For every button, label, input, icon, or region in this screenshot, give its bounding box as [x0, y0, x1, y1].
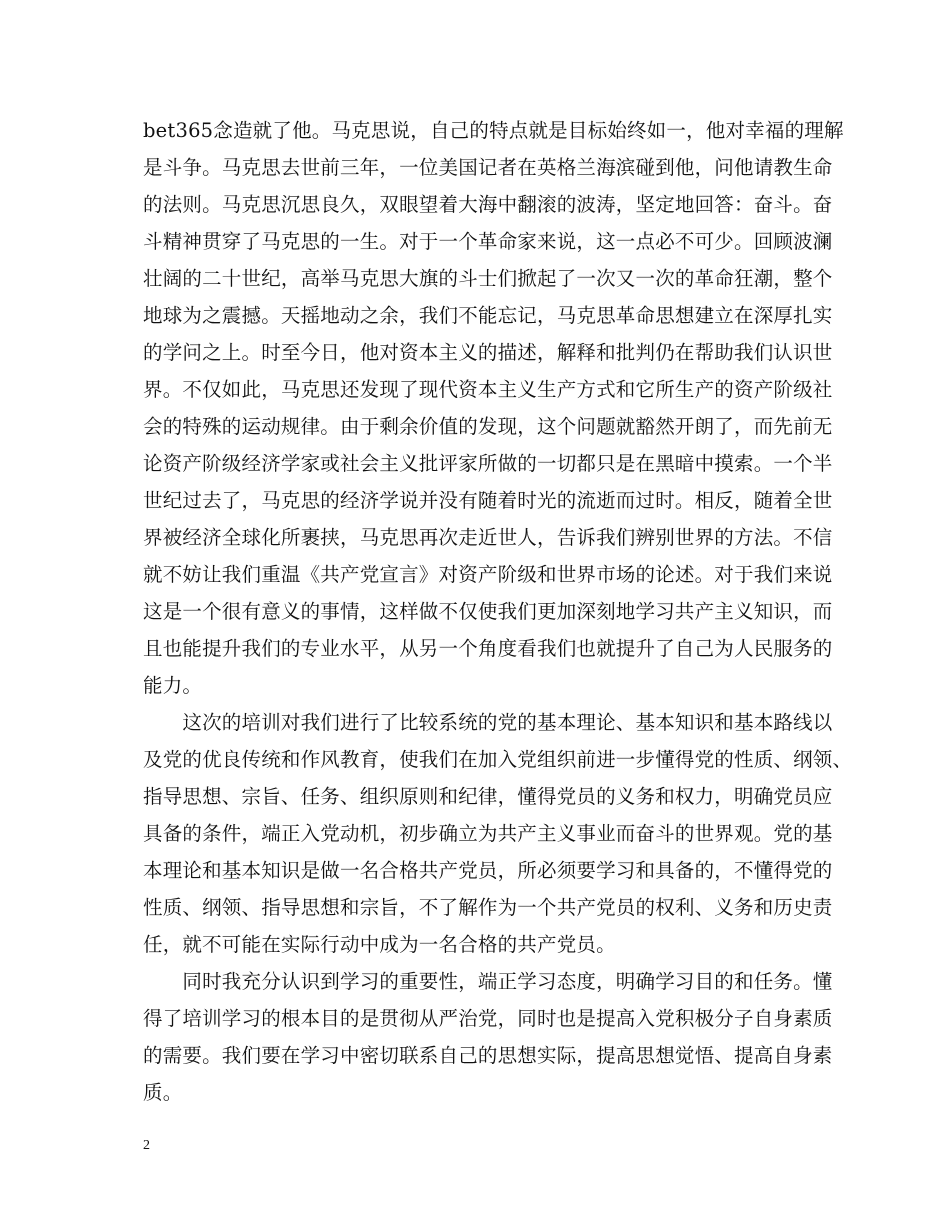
page-number: 2	[143, 1138, 150, 1153]
text-line: 的需要。我们要在学习中密切联系自己的思想实际，提高思想觉悟、提高自身素	[143, 1044, 833, 1067]
text-line: 论资产阶级经济学家或社会主义批评家所做的一切都只是在黑暗中摸索。一个半	[143, 452, 833, 475]
text-line: 地球为之震撼。天摇地动之余，我们不能忘记，马克思革命思想建立在深厚扎实	[143, 304, 833, 327]
text-line: bet365念造就了他。马克思说，自己的特点就是目标始终如一，他对幸福的理解	[143, 119, 844, 142]
text-line: 的学问之上。时至今日，他对资本主义的描述，解释和批判仍在帮助我们认识世	[143, 341, 833, 364]
text-line: 这次的培训对我们进行了比较系统的党的基本理论、基本知识和基本路线以	[143, 711, 833, 734]
text-line: 界。不仅如此，马克思还发现了现代资本主义生产方式和它所生产的资产阶级社	[143, 378, 833, 401]
text-line: 本理论和基本知识是做一名合格共产党员，所必须要学习和具备的，不懂得党的	[143, 859, 833, 882]
text-line: 质。	[143, 1081, 183, 1104]
text-line: 任，就不可能在实际行动中成为一名合格的共产党员。	[143, 933, 616, 956]
text-line: 壮阔的二十世纪，高举马克思大旗的斗士们掀起了一次又一次的革命狂潮，整个	[143, 267, 833, 290]
text-line: 且也能提升我们的专业水平，从另一个角度看我们也就提升了自己为人民服务的	[143, 637, 833, 660]
text-line: 斗精神贯穿了马克思的一生。对于一个革命家来说，这一点必不可少。回顾波澜	[143, 230, 833, 253]
text-line: 得了培训学习的根本目的是贯彻从严治党，同时也是提高入党积极分子自身素质	[143, 1007, 833, 1030]
text-line: 指导思想、宗旨、任务、组织原则和纪律，懂得党员的义务和权力，明确党员应	[143, 785, 833, 808]
text-line: 能力。	[143, 674, 203, 697]
text-line: 同时我充分认识到学习的重要性，端正学习态度，明确学习目的和任务。懂	[143, 970, 833, 993]
text-line: 性质、纲领、指导思想和宗旨，不了解作为一个共产党员的权利、义务和历史责	[143, 896, 833, 919]
text-line: 这是一个很有意义的事情，这样做不仅使我们更加深刻地学习共产主义知识，而	[143, 600, 833, 623]
text-line: 的法则。马克思沉思良久，双眼望着大海中翻滚的波涛，坚定地回答：奋斗。奋	[143, 193, 833, 216]
text-line: 及党的优良传统和作风教育，使我们在加入党组织前进一步懂得党的性质、纲领、	[143, 748, 853, 771]
text-line: 就不妨让我们重温《共产党宣言》对资产阶级和世界市场的论述。对于我们来说	[143, 563, 833, 586]
text-line: 具备的条件，端正入党动机，初步确立为共产主义事业而奋斗的世界观。党的基	[143, 822, 833, 845]
text-line: 是斗争。马克思去世前三年，一位美国记者在英格兰海滨碰到他，问他请教生命	[143, 156, 833, 179]
body-text	[143, 112, 853, 1111]
text-line: 界被经济全球化所裹挟，马克思再次走近世人，告诉我们辨别世界的方法。不信	[143, 526, 833, 549]
text-line: 会的特殊的运动规律。由于剩余价值的发现，这个问题就豁然开朗了，而先前无	[143, 415, 833, 438]
text-line: 世纪过去了，马克思的经济学说并没有随着时光的流逝而过时。相反，随着全世	[143, 489, 833, 512]
